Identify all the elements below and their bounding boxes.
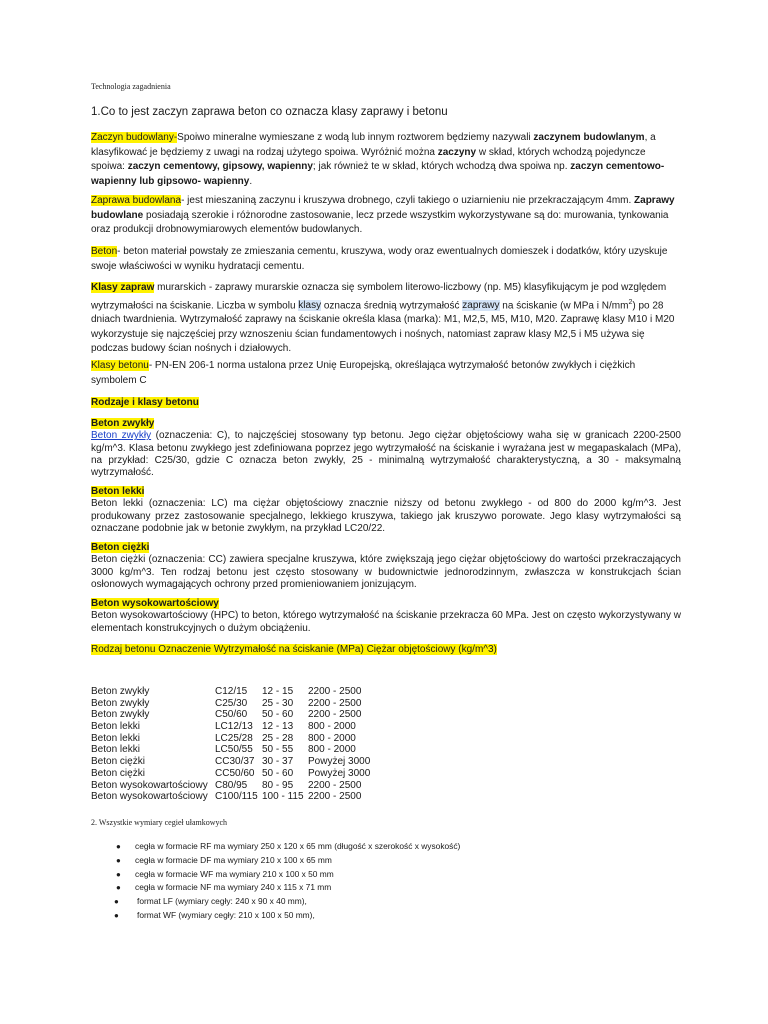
table-cell: Beton wysokowartościowy <box>91 791 208 803</box>
table-cell: Beton wysokowartościowy <box>91 779 208 791</box>
table-cell: 2200 - 2500 <box>308 779 362 791</box>
list-item-text: cegła w formacie DF ma wymiary 210 x 100 x 65 mm <box>135 854 332 865</box>
table-row <box>91 791 370 803</box>
table-cell: CC50/60 <box>215 767 255 779</box>
brick-dimensions-list <box>100 840 660 923</box>
table-cell: Powyżej 3000 <box>308 767 371 779</box>
question-1-title: 1.Co to jest zaczyn zaprawa beton co oznacza klasy zaprawy i betonu <box>91 106 448 118</box>
rodzaje-heading: Rodzaje i klasy betonu <box>91 397 199 408</box>
table-cell: LC12/13 <box>215 721 253 733</box>
table-cell: Beton ciężki <box>91 756 145 768</box>
list-item-text: cegła w formacie NF ma wymiary 240 x 115 x 71 mm <box>135 882 332 893</box>
table-cell: C100/115 <box>215 791 258 803</box>
table-cell: Beton ciężki <box>91 767 145 779</box>
table-cell: 12 - 15 <box>262 686 294 697</box>
table-row <box>91 744 370 756</box>
table-row <box>91 733 370 745</box>
beton-zwykly-section: Beton zwykły Beton zwykły (oznaczenia: C), to najczęściej stosowany typ betonu. Jego ciężar objętościowy waha się w granicach 2200-2500 kg/m^3. Klasa betonu zwykłego jest zdefiniowana poprzez jego wytrzymałość na ściskanie i wyrażana jest w megapaskalach (MPa), na przykład: C25/30, gdzie C oznacza beton zwykły, 25 - minimalną wytrzymałość charakterystyczną, a 30 - maksymalną wytrzymałość. <box>91 418 681 479</box>
list-item-text: cegła w formacie RF ma wymiary 250 x 120 x 65 mm (długość x szerokość x wysokość) <box>135 841 461 851</box>
list-item <box>100 868 660 882</box>
table-cell: 800 - 2000 <box>308 744 356 756</box>
table-cell: Beton zwykły <box>91 697 150 709</box>
bullet-icon: ● <box>114 897 119 907</box>
table-cell: LC25/28 <box>215 732 253 744</box>
table-cell: C50/60 <box>215 709 248 721</box>
table-cell: 80 - 95 <box>262 779 294 791</box>
table-cell: Powyżej 3000 <box>308 756 371 768</box>
klasy-zapraw-term: Klasy zapraw <box>91 282 155 293</box>
table-cell: Beton zwykły <box>91 709 150 721</box>
list-item <box>100 840 660 854</box>
list-item <box>100 895 660 909</box>
bullet-icon: ● <box>116 842 121 851</box>
table-cell: C80/95 <box>215 779 248 791</box>
bullet-icon: ● <box>116 869 121 879</box>
rodzaje-heading-row <box>91 396 681 411</box>
table-cell: 2200 - 2500 <box>308 697 362 709</box>
list-item-text: format WF (wymiary cegły: 210 x 100 x 50 mm), <box>137 909 315 920</box>
table-cell: C12/15 <box>215 686 248 697</box>
table-cell: 2200 - 2500 <box>308 709 362 721</box>
table-row <box>91 721 370 733</box>
table-row <box>91 756 370 768</box>
table-cell: 50 - 55 <box>262 744 294 756</box>
beton-paragraph: Beton- beton materiał powstały ze zmieszania cementu, kruszywa, wody oraz ewentualnych domieszek i dodatków, który uzyskuje swoje właściwości w wyniku hydratacji cementu. <box>91 246 668 272</box>
table-cell: 800 - 2000 <box>308 732 356 744</box>
table-cell: 50 - 60 <box>262 767 294 779</box>
list-item-text: format LF (wymiary cegły: 240 x 90 x 40 mm), <box>137 896 307 907</box>
table-cell: 100 - 115 <box>262 791 304 803</box>
table-cell: C25/30 <box>215 697 248 709</box>
table-cell: 25 - 28 <box>262 732 294 744</box>
zaczyn-term: Zaczyn budowlany- <box>91 132 178 143</box>
beton-lekki-section: Beton lekki Beton lekki (oznaczenia: LC) ma ciężar objętościowy znacznie niższy od betonu zwykłego - od 800 do 2000 kg/m^3. Jest produkowany przez zastosowanie specjalnego, lekkiego kruszywa, takiego jak kruszywo porowate. Jego klasy wytrzymałości są oznaczane podobnie jak w betonie zwykłym, na przykład LC20/22. <box>91 486 681 534</box>
list-item <box>100 854 660 868</box>
table-cell: 25 - 30 <box>262 697 294 709</box>
bullet-icon: ● <box>114 910 119 920</box>
zaprawa-term: Zaprawa budowlana <box>91 195 182 206</box>
list-item-text: cegła w formacie WF ma wymiary 210 x 100 x 50 mm <box>135 868 334 879</box>
table-header-row <box>91 643 681 658</box>
beton-ciezki-section: Beton ciężki Beton ciężki (oznaczenia: CC) zawiera specjalne kruszywa, które zwiększają jego ciężar objętościowy do wartości przekraczających 3000 kg/m^3. Ten rodzaj betonu jest często stosowany w budownictwie jednorodzinnym, zwłaszcza w konstrukcjach ścian osłonowych wymagających ochrony przed promieniowaniem jonizującym. <box>91 542 681 590</box>
beton-zwykly-link[interactable]: Beton zwykły <box>91 430 152 442</box>
bullet-icon: ● <box>116 883 121 893</box>
table-cell: 2200 - 2500 <box>308 686 362 697</box>
beton-wysoko-heading: Beton wysokowartościowy <box>91 598 219 609</box>
zaprawa-paragraph: Zaprawa budowlana- jest mieszaniną zaczynu i kruszywa drobnego, czyli takiego o uziarnieniu nie przekraczającym 4mm. Zaprawy budowlane posiadają szerokie i różnorodne zastosowanie, lecz przede wszystkim wykorzystywane są do: murowania, tynkowania oraz produkcji drobnowymiarowych elementów budowlanych. <box>91 195 675 235</box>
table-cell: CC30/37 <box>215 756 255 768</box>
table-cell: Beton lekki <box>91 721 140 733</box>
beton-wysoko-section: Beton wysokowartościowy Beton wysokowartościowy (HPC) to beton, którego wytrzymałość na ściskanie przekracza 60 MPa. Jest on często wykorzystywany w elementach konstrukcyjnych o dużym obciążeniu. <box>91 598 681 634</box>
beton-lekki-heading: Beton lekki <box>91 486 145 497</box>
table-row <box>91 768 370 780</box>
table-row <box>91 709 370 721</box>
beton-zwykly-heading: Beton zwykły <box>91 418 155 429</box>
table-cell: Beton lekki <box>91 732 140 744</box>
table-cell: 800 - 2000 <box>308 721 356 733</box>
table-cell: Beton zwykły <box>91 686 150 697</box>
bullet-icon: ● <box>116 855 121 865</box>
table-row <box>91 698 370 710</box>
klasy-betonu-paragraph: Klasy betonu- PN-EN 206-1 norma ustalona przez Unię Europejską, określająca wytrzymałość betonów zwykłych i ciężkich symbolem C <box>91 360 636 386</box>
klasy-betonu-term: Klasy betonu <box>91 360 149 371</box>
section-2-title: 2. Wszystkie wymiary cegieł ułamkowych <box>91 818 228 827</box>
table-cell: 12 - 13 <box>262 721 294 733</box>
beton-ciezki-heading: Beton ciężki <box>91 542 150 553</box>
table-cell: 50 - 60 <box>262 709 294 721</box>
list-item <box>100 909 660 923</box>
table-cell: 2200 - 2500 <box>308 791 362 803</box>
list-item <box>100 881 660 895</box>
table-cell: Beton lekki <box>91 744 140 756</box>
table-cell: LC50/55 <box>215 744 253 756</box>
concrete-table <box>91 686 370 803</box>
document-header: Technologia zagadnienia <box>91 82 171 91</box>
table-header: Rodzaj betonu Oznaczenie Wytrzymałość na ściskanie (MPa) Ciężar objętościowy (kg/m^3) <box>91 644 497 655</box>
klasy-zapraw-paragraph: Klasy zapraw murarskich - zaprawy murarskie oznacza się symbolem literowo-liczbowy (np. M5) klasyfikującym je pod względem wytrzymałości na ściskanie. Liczba w symbolu klasy oznacza średnią wytrzymałość zaprawy na ściskanie (w MPa i $N/mm^2$) po 28 dniach twardnienia. Wytrzymałość zaprawy na ściskanie określa klasa (marka): M1, M2,5, M5, M10, M20. Zaprawę klasy M10 i M20 wykorzystuje się najczęściej przy wznoszeniu ścian fundamentowych i nośnych, natomiast zapraw klasy M2,5 i M5 używa się podczas budowy ścian nośnych i działowych. <box>91 282 675 355</box>
table-cell: 30 - 37 <box>262 756 294 768</box>
table-row <box>91 780 370 792</box>
zaczyn-paragraph: Zaczyn budowlany-Spoiwo mineralne wymieszane z wodą lub innym roztworem będziemy nazywali zaczynem budowlanym, a klasyfikować je będziemy z uwagi na rodzaj użytego spoiwa. Wyróżnić można zaczyny w skład, których wchodzą pojedyncze spoiwa: zaczyn cementowy, gipsowy, wapienny; jak również te w skład, których wchodzą dwa spoiwa np. zaczyn cementowo-wapienny lub gipsowo- wapienny. <box>91 132 665 187</box>
beton-term: Beton <box>91 246 118 257</box>
table-row <box>91 686 370 698</box>
